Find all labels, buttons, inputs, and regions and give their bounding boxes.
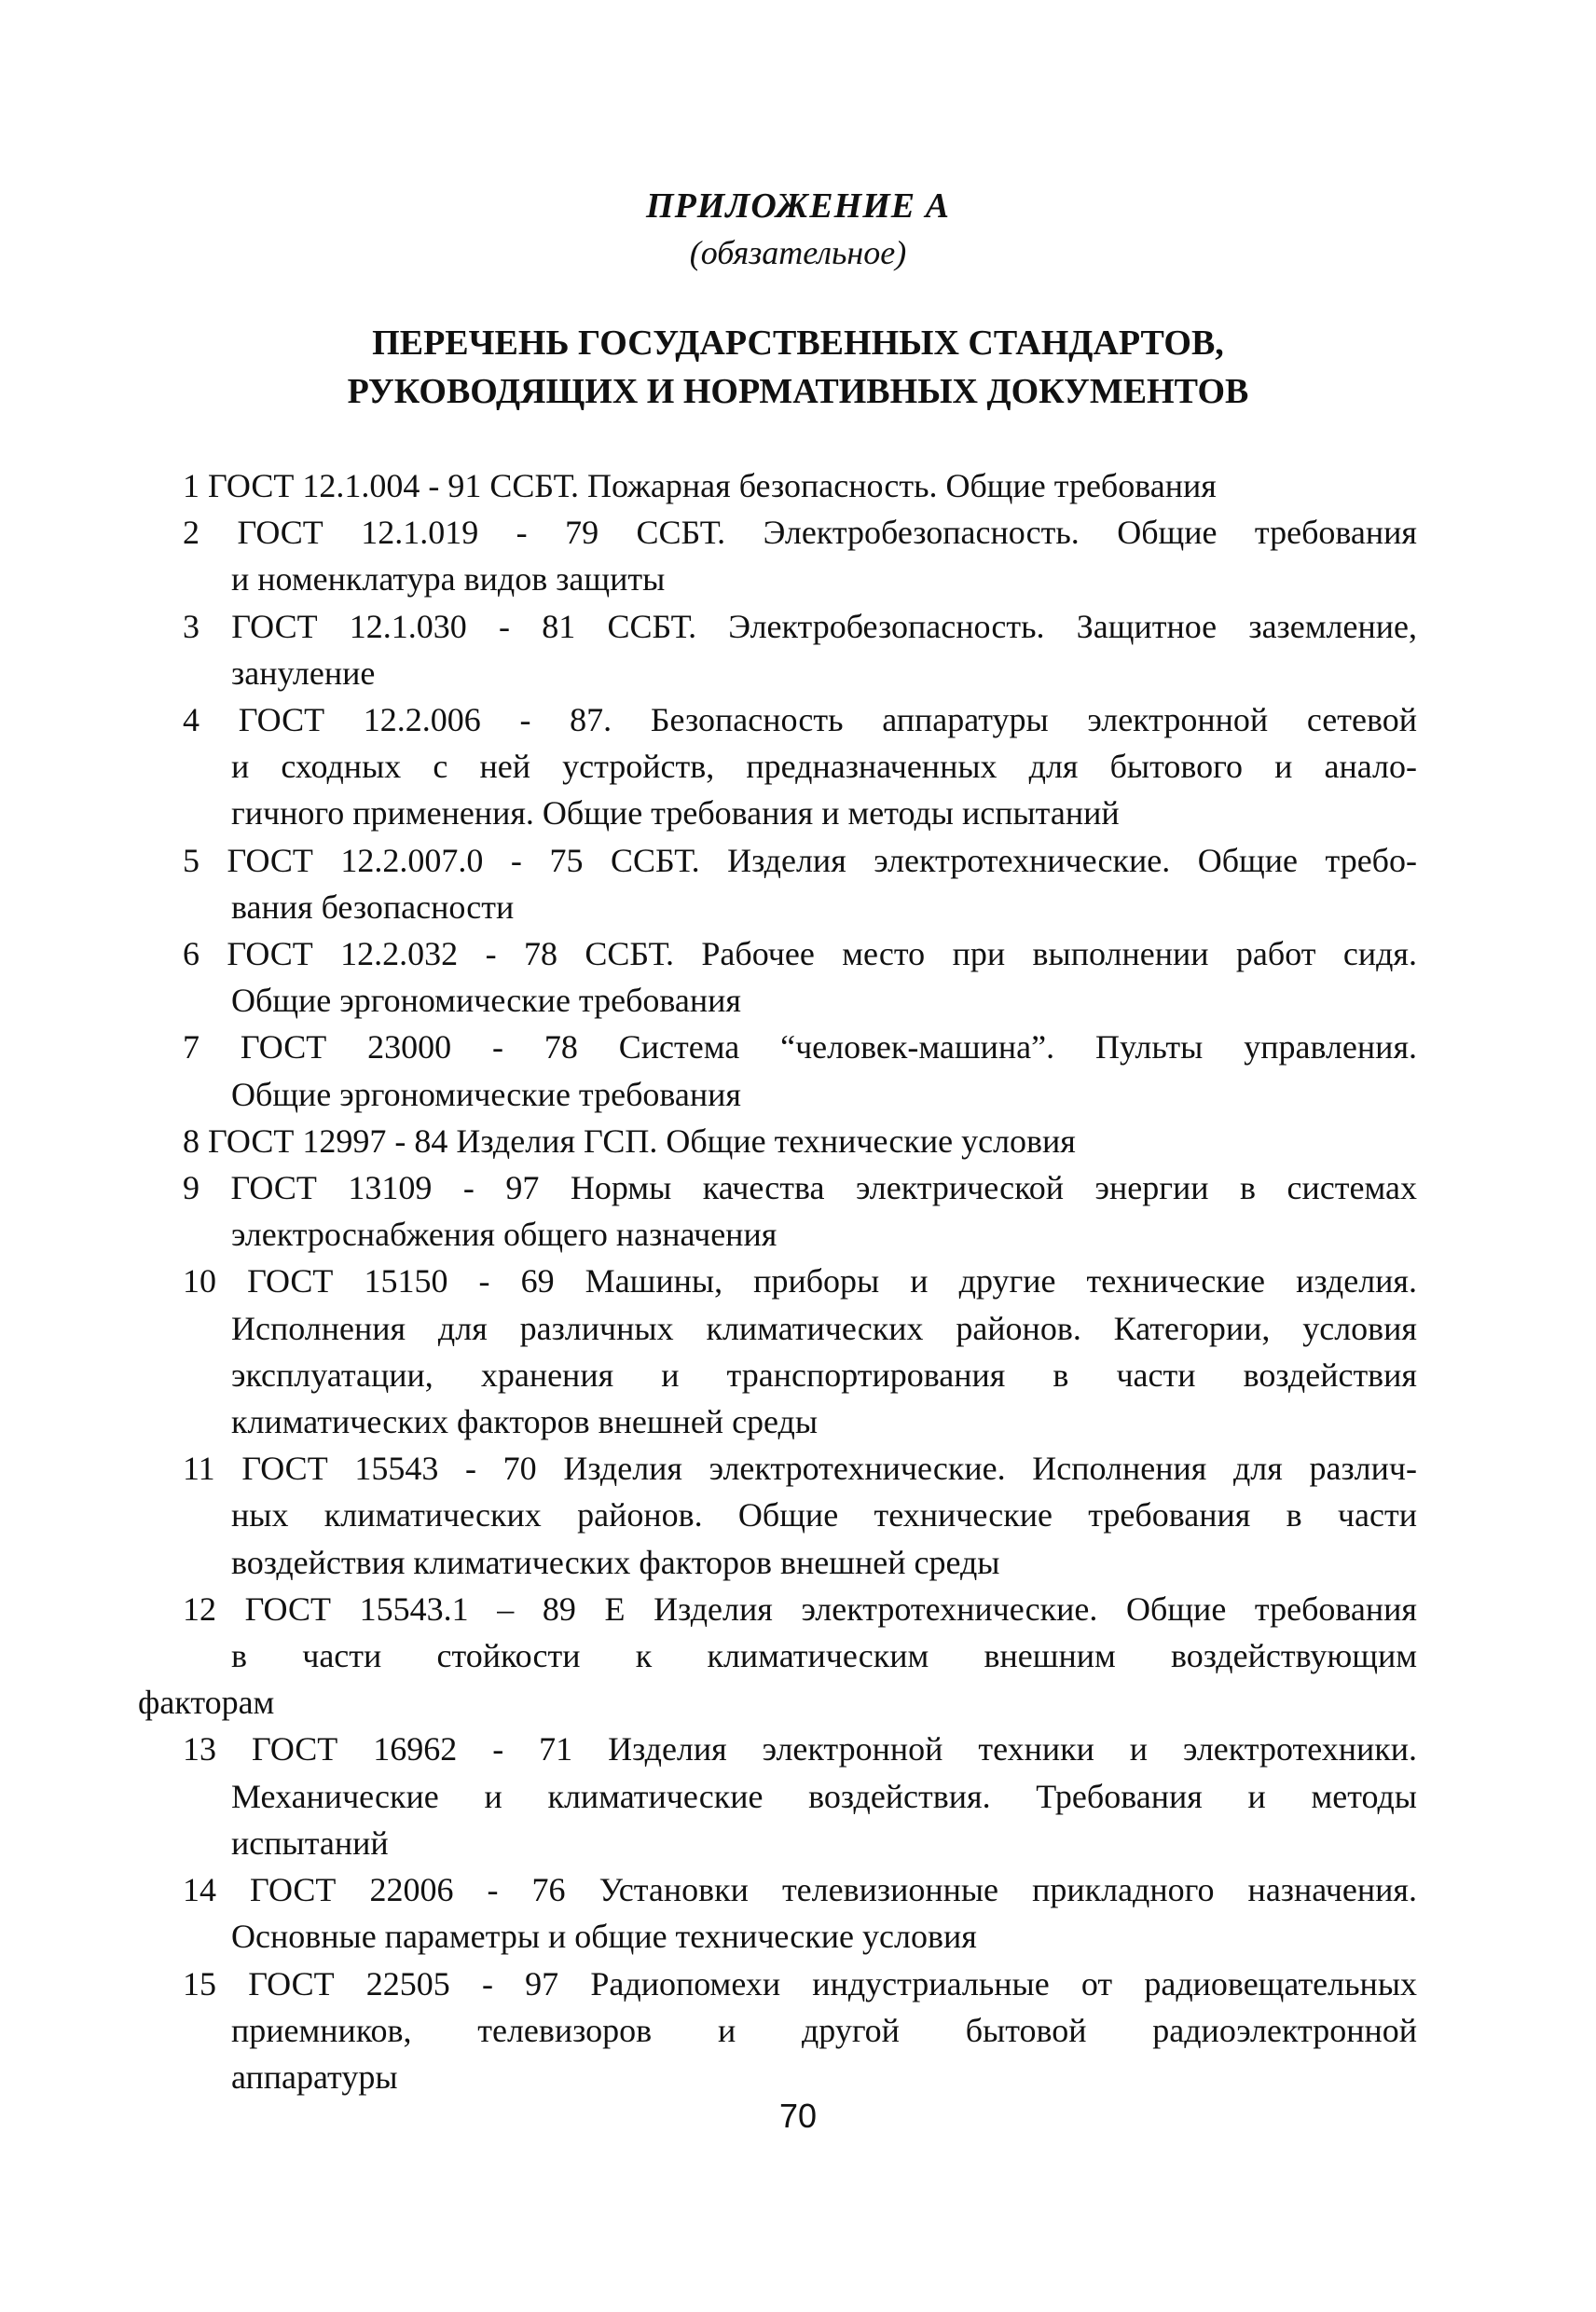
list-item-line-continuation: и номенклатура видов защиты [231, 560, 666, 599]
list-item-line-first: 11 ГОСТ 15543 - 70 Изделия электротехнические. Исполнения для различ- [183, 1450, 1417, 1488]
list-item-line-first: 6 ГОСТ 12.2.032 - 78 ССБТ. Рабочее место при выполнении работ сидя. [183, 935, 1417, 973]
list-item-line-continuation: ных климатических районов. Общие технические требования в части [231, 1496, 1417, 1534]
list-item-line-first: 5 ГОСТ 12.2.007.0 - 75 ССБТ. Изделия электротехнические. Общие требо- [183, 841, 1417, 879]
list-item [183, 603, 1417, 696]
list-item-line-continuation: и сходных с ней устройств, предназначенных для бытового и анало- [231, 748, 1417, 786]
list-item-line-first: 7 ГОСТ 23000 - 78 Система “человек-машина”. Пульты управления. [183, 1028, 1417, 1067]
list-item [183, 1866, 1417, 1960]
list-item-line-continuation: в части стойкости к климатическим внешним воздействующим [231, 1637, 1417, 1675]
list-item [183, 1445, 1417, 1586]
list-item-line-first: 4 ГОСТ 12.2.006 - 87. Безопасность аппаратуры электронной сетевой [183, 701, 1417, 739]
list-item-line-first: 9 ГОСТ 13109 - 97 Нормы качества электрической энергии в системах [183, 1169, 1417, 1207]
appendix-title: ПРИЛОЖЕНИЕ А [646, 186, 950, 226]
page-number: 70 [778, 2097, 818, 2135]
list-item-line-continuation: Исполнения для различных климатических районов. Категории, условия [231, 1309, 1417, 1347]
list-item [183, 1024, 1417, 1117]
list-item-line-continuation: климатических факторов внешней среды [231, 1403, 819, 1441]
list-item-line-first: 15 ГОСТ 22505 - 97 Радиопомехи индустриальные от радиовещательных [183, 1964, 1417, 2002]
list-item-line-continuation: Основные параметры и общие технические условия [231, 1918, 977, 1956]
list-item-line-first: 10 ГОСТ 15150 - 69 Машины, приборы и другие технические изделия. [183, 1262, 1417, 1300]
document-title-line-1: ПЕРЕЧЕНЬ ГОСУДАРСТВЕННЫХ СТАНДАРТОВ, [372, 323, 1224, 363]
document-title-line-2: РУКОВОДЯЩИХ И НОРМАТИВНЫХ ДОКУМЕНТОВ [347, 372, 1249, 411]
appendix-status: (обязательное) [689, 234, 907, 271]
list-item-line-continuation: аппаратуры [231, 2057, 398, 2096]
appendix-header [0, 183, 1596, 416]
list-item [183, 930, 1417, 1024]
list-item [183, 509, 1417, 602]
document-title [0, 319, 1596, 416]
list-item-line-continuation: эксплуатации, хранения и транспортирования в части воздействия [231, 1356, 1417, 1394]
list-item-line-continuation: Механические и климатические воздействия. Требования и методы [231, 1777, 1417, 1815]
list-item-line-continuation: зануление [231, 654, 376, 692]
list-item-line-continuation: электроснабжения общего назначения [231, 1216, 777, 1254]
list-item-line-first: 8 ГОСТ 12997 - 84 Изделия ГСП. Общие технические условия [183, 1122, 1076, 1160]
list-item-line-continuation: испытаний [231, 1823, 389, 1862]
list-item [183, 1258, 1417, 1445]
list-item-line-continuation: приемников, телевизоров и другой бытовой радиоэлектронной [231, 2011, 1417, 2049]
list-item [183, 1118, 1417, 1164]
list-item [183, 1726, 1417, 1866]
list-item [183, 696, 1417, 837]
list-item-line-continuation: Общие эргономические требования [231, 982, 741, 1020]
list-item-line-first: 3 ГОСТ 12.1.030 - 81 ССБТ. Электробезопасность. Защитное заземление, [183, 607, 1417, 645]
list-item [183, 462, 1417, 509]
list-item-line-continuation: воздействия климатических факторов внешней среды [231, 1543, 1000, 1581]
list-item-line-first: 12 ГОСТ 15543.1 – 89 Е Изделия электротехнические. Общие требования [183, 1590, 1417, 1628]
list-item [183, 1961, 1417, 2101]
list-item-line-first: 1 ГОСТ 12.1.004 - 91 ССБТ. Пожарная безопасность. Общие требования [183, 467, 1217, 504]
list-item-line-first: 13 ГОСТ 16962 - 71 Изделия электронной техники и электротехники. [183, 1730, 1417, 1768]
list-item-line-continuation: гичного применения. Общие требования и методы испытаний [231, 794, 1120, 833]
list-item [183, 837, 1417, 930]
list-item-line-first: 2 ГОСТ 12.1.019 - 79 ССБТ. Электробезопасность. Общие требования [183, 514, 1417, 552]
standards-list [138, 462, 1417, 2100]
list-item-line-continuation: факторам [138, 1684, 275, 1722]
list-item-line-first: 14 ГОСТ 22006 - 76 Установки телевизионные прикладного назначения. [183, 1871, 1417, 1909]
list-item [183, 1164, 1417, 1258]
list-item [138, 1586, 1417, 1727]
list-item-line-continuation: вания безопасности [231, 888, 515, 926]
list-item-line-continuation: Общие эргономические требования [231, 1075, 741, 1113]
